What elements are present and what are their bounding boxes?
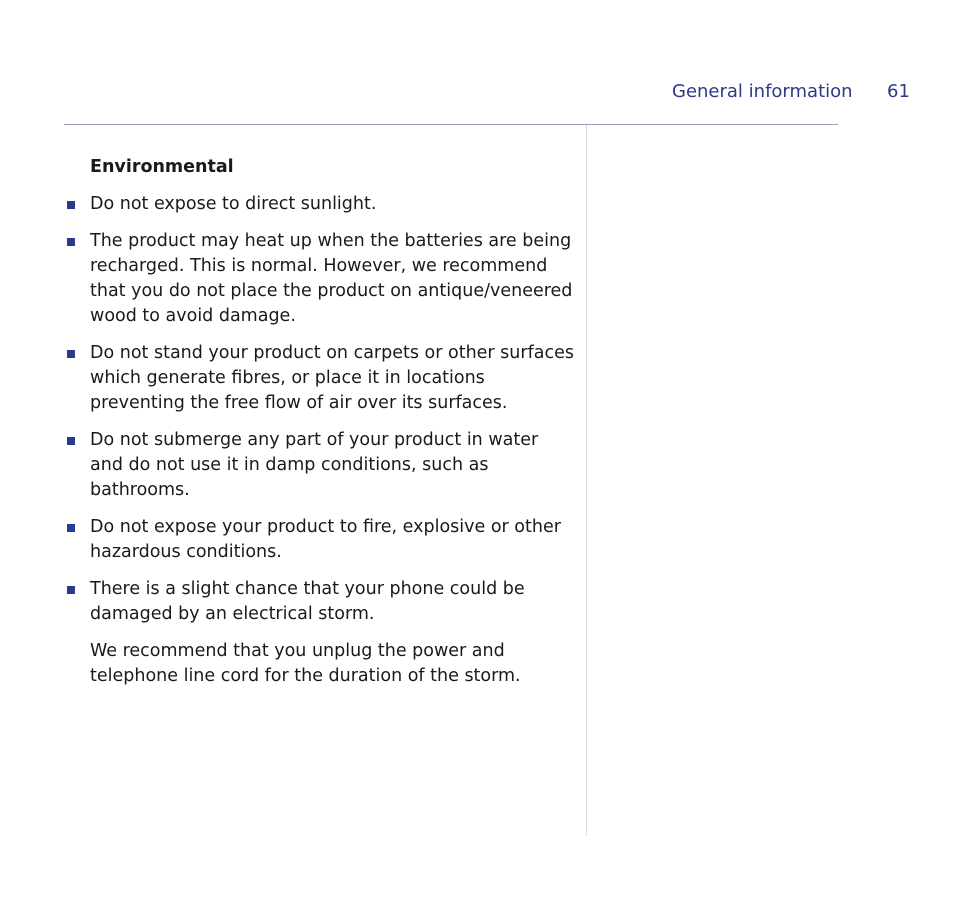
storm-note: We recommend that you unplug the power and telephone line cord for the duration of the storm.	[90, 641, 521, 686]
list-item	[64, 428, 574, 503]
page-number: 61	[887, 81, 910, 102]
square-bullet-icon	[67, 586, 75, 594]
square-bullet-icon	[67, 201, 75, 209]
column-divider	[586, 125, 587, 836]
square-bullet-icon	[67, 238, 75, 246]
section-heading: Environmental	[90, 157, 234, 177]
header-rule	[64, 124, 838, 125]
list-item-text: Do not expose your product to fire, explosive or other hazardous conditions.	[90, 517, 561, 562]
list-item-text: There is a slight chance that your phone could be damaged by an electrical storm.	[90, 579, 525, 624]
square-bullet-icon	[67, 350, 75, 358]
list-item	[64, 229, 574, 329]
running-header-title: General information	[672, 81, 853, 102]
list-item	[64, 341, 574, 416]
main-column	[64, 155, 574, 689]
list-item	[64, 192, 574, 217]
list-item-text: Do not expose to direct sunlight.	[90, 194, 377, 214]
list-item	[64, 577, 574, 627]
list-item-text: Do not submerge any part of your product in water and do not use it in damp conditions, such as bathrooms.	[90, 430, 539, 500]
square-bullet-icon	[67, 524, 75, 532]
bullet-list	[64, 192, 574, 627]
square-bullet-icon	[67, 437, 75, 445]
list-item	[64, 515, 574, 565]
list-item-text: Do not stand your product on carpets or other surfaces which generate fibres, or place it in locations preventing the free flow of air over its surfaces.	[90, 343, 574, 413]
list-item-text: The product may heat up when the batteries are being recharged. This is normal. However, we recommend that you do not place the product on antique/veneered wood to avoid damage.	[90, 231, 573, 326]
